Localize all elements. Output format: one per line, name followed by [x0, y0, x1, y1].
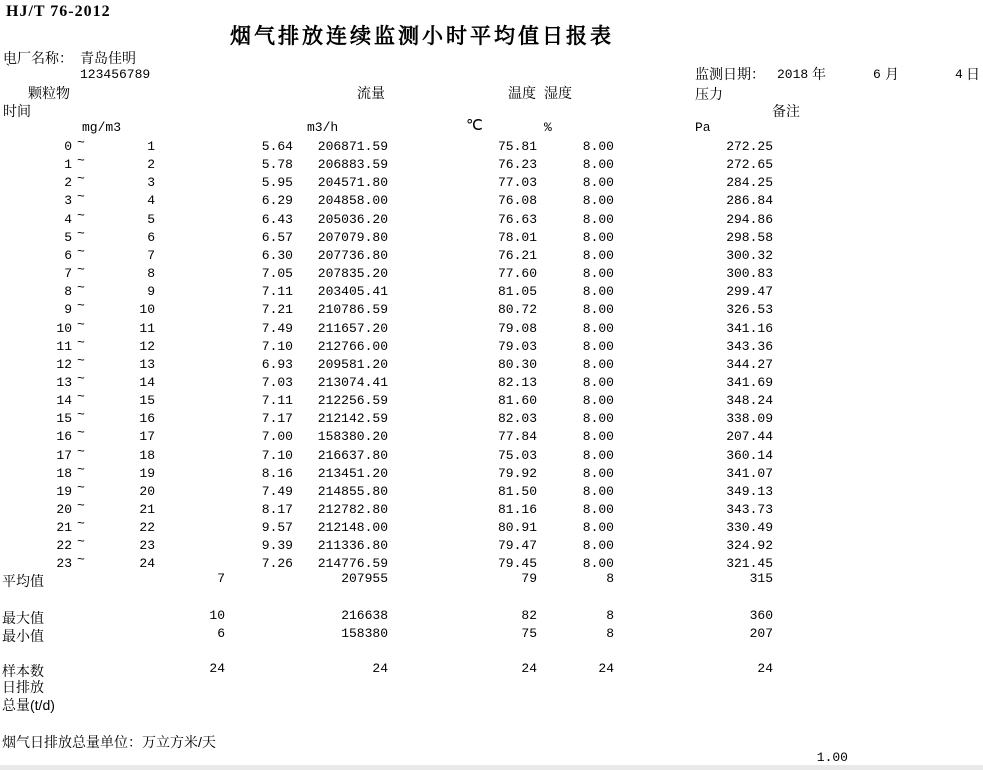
pressure-cell: 321.45: [726, 556, 773, 572]
temperature-cell: 81.60: [497, 393, 537, 409]
tilde-separator: ~: [77, 352, 85, 368]
tilde-separator: ~: [77, 316, 85, 332]
hour-to-cell: 1: [147, 139, 155, 154]
table-row: [0, 243, 983, 266]
monitor-year-unit: 年: [812, 66, 826, 82]
plant-name-label: 电厂名称：: [3, 50, 73, 66]
humidity-cell: 8.00: [582, 247, 614, 263]
column-header-remark: 备注: [772, 103, 800, 119]
daily-total-label-line2: 总量(t/d): [2, 697, 55, 713]
hour-from-cell: 7: [64, 266, 72, 282]
temperature-cell: 24: [521, 661, 537, 676]
table-row: [0, 298, 983, 320]
particulate-cell: 6.57: [261, 229, 293, 245]
table-row: [0, 189, 983, 211]
tilde-separator: ~: [77, 407, 85, 423]
table-row: [0, 389, 983, 411]
temperature-cell: 79.92: [497, 465, 537, 481]
humidity-cell: 8.00: [582, 284, 614, 300]
humidity-cell: 8.00: [582, 320, 614, 336]
table-row: [0, 135, 983, 157]
pressure-cell: 360.14: [726, 447, 773, 463]
hour-from-cell: 19: [56, 483, 72, 499]
particulate-cell: 5.64: [261, 139, 293, 154]
humidity-cell: 8.00: [582, 175, 614, 191]
temperature-cell: 81.16: [497, 502, 537, 517]
humidity-cell: 8: [606, 608, 614, 623]
flow-cell: 207079.80: [317, 229, 388, 245]
temperature-cell: 78.01: [497, 229, 537, 245]
hour-to-cell: 22: [139, 520, 155, 536]
tilde-separator: ~: [77, 534, 85, 550]
flow-cell: 212782.80: [317, 502, 388, 517]
daily-total-label-line1: 日排放: [2, 679, 44, 695]
flow-cell: 204858.00: [317, 193, 388, 209]
unit-humidity: %: [544, 120, 552, 135]
particulate-cell: 7.26: [261, 556, 293, 572]
table-row: [0, 534, 983, 556]
hour-to-cell: 16: [139, 411, 155, 427]
flow-cell: 216638: [341, 608, 388, 623]
flow-cell: 207835.20: [317, 266, 388, 282]
particulate-cell: 7.11: [261, 393, 293, 409]
tilde-separator: ~: [77, 207, 85, 223]
monitor-day-value: 4: [955, 67, 963, 82]
flow-cell: 158380.20: [317, 429, 388, 445]
plant-tick-mark: `: [4, 62, 12, 77]
table-row: [0, 479, 983, 502]
standard-code-label: HJ/T 76-2012: [6, 3, 111, 20]
particulate-cell: 7.17: [261, 411, 293, 427]
table-row: [0, 225, 983, 248]
tilde-separator: ~: [77, 552, 85, 568]
humidity-cell: 8.00: [582, 447, 614, 463]
humidity-cell: 8.00: [582, 139, 614, 154]
pressure-cell: 286.84: [726, 193, 773, 209]
summary-row-sample-count: [0, 661, 983, 679]
hour-from-cell: 4: [64, 211, 72, 227]
pressure-cell: 207.44: [726, 429, 773, 445]
humidity-cell: 8.00: [582, 211, 614, 227]
flow-cell: 212142.59: [317, 411, 388, 427]
temperature-cell: 76.63: [497, 211, 537, 227]
flow-cell: 206871.59: [317, 139, 388, 154]
hour-to-cell: 19: [139, 465, 155, 481]
table-row: [0, 461, 983, 484]
table-row: [0, 352, 983, 375]
humidity-cell: 8.00: [582, 483, 614, 499]
pressure-cell: 360: [749, 608, 773, 623]
monitor-month-value: 6: [873, 67, 881, 82]
hour-to-cell: 2: [147, 157, 155, 173]
tilde-separator: ~: [77, 135, 85, 150]
flow-cell: 212766.00: [317, 338, 388, 354]
flow-cell: 158380: [341, 626, 388, 641]
table-row: [0, 262, 983, 284]
tilde-separator: ~: [77, 225, 85, 241]
unit-particulate: mg/m3: [82, 120, 122, 135]
flow-cell: 213451.20: [317, 465, 388, 481]
tilde-separator: ~: [77, 189, 85, 205]
pressure-cell: 338.09: [726, 411, 773, 427]
table-row: [0, 207, 983, 230]
pressure-cell: 348.24: [726, 393, 773, 409]
temperature-cell: 79.03: [497, 338, 537, 354]
hour-from-cell: 8: [64, 284, 72, 300]
humidity-cell: 8.00: [582, 356, 614, 372]
temperature-cell: 81.50: [497, 483, 537, 499]
temperature-cell: 79.47: [497, 538, 537, 554]
temperature-cell: 79: [521, 571, 537, 586]
hour-from-cell: 13: [56, 374, 72, 390]
tilde-separator: ~: [77, 425, 85, 441]
pressure-cell: 341.07: [726, 465, 773, 481]
temperature-cell: 77.84: [497, 429, 537, 445]
particulate-cell: 7.11: [261, 284, 293, 300]
hour-from-cell: 17: [56, 447, 72, 463]
humidity-cell: 8.00: [582, 411, 614, 427]
particulate-cell: 5.95: [261, 175, 293, 191]
particulate-cell: 7.10: [261, 447, 293, 463]
hour-to-cell: 11: [139, 320, 155, 336]
particulate-cell: 6.30: [261, 247, 293, 263]
hour-from-cell: 2: [64, 175, 72, 191]
flow-cell: 214776.59: [317, 556, 388, 572]
hour-to-cell: 21: [139, 502, 155, 517]
temperature-cell: 80.30: [497, 356, 537, 372]
summary-row-label: 平均值: [2, 573, 44, 589]
pressure-cell: 272.25: [726, 139, 773, 154]
flow-cell: 203405.41: [317, 284, 388, 300]
plant-code-value: 123456789: [80, 67, 151, 82]
flow-cell: 214855.80: [317, 483, 388, 499]
tilde-separator: ~: [77, 262, 85, 278]
tilde-separator: ~: [77, 389, 85, 405]
monitor-date-label: 监测日期：: [695, 66, 765, 82]
flow-cell: 216637.80: [317, 447, 388, 463]
flow-cell: 211336.80: [317, 538, 388, 554]
tilde-separator: ~: [77, 298, 85, 314]
table-row: [0, 516, 983, 538]
pressure-cell: 343.73: [726, 502, 773, 517]
hour-to-cell: 6: [147, 229, 155, 245]
hour-from-cell: 1: [64, 157, 72, 173]
column-header-particulate: 颗粒物: [28, 85, 70, 101]
monitor-month-unit: 月: [885, 66, 899, 82]
pressure-cell: 298.58: [726, 229, 773, 245]
hour-from-cell: 0: [64, 139, 72, 154]
column-header-flow: 流量: [357, 85, 385, 101]
hour-from-cell: 6: [64, 247, 72, 263]
report-title: 烟气排放连续监测小时平均值日报表: [230, 25, 614, 48]
table-row: [0, 370, 983, 393]
flow-cell: 205036.20: [317, 211, 388, 227]
particulate-cell: 6.29: [261, 193, 293, 209]
particulate-cell: 7: [217, 571, 225, 586]
temperature-cell: 77.60: [497, 266, 537, 282]
flow-cell: 212256.59: [317, 393, 388, 409]
humidity-cell: 8.00: [582, 393, 614, 409]
particulate-cell: 5.78: [261, 157, 293, 173]
temperature-cell: 77.03: [497, 175, 537, 191]
hour-from-cell: 15: [56, 411, 72, 427]
temperature-cell: 76.08: [497, 193, 537, 209]
pressure-cell: 326.53: [726, 302, 773, 318]
temperature-cell: 76.21: [497, 247, 537, 263]
table-row: [0, 407, 983, 429]
summary-row-label: 样本数: [2, 663, 44, 679]
column-header-humidity: 湿度: [544, 85, 572, 101]
humidity-cell: 8.00: [582, 538, 614, 554]
table-row: [0, 334, 983, 357]
hour-to-cell: 14: [139, 374, 155, 390]
hour-to-cell: 24: [139, 556, 155, 572]
hour-to-cell: 8: [147, 266, 155, 282]
flow-cell: 210786.59: [317, 302, 388, 318]
temperature-cell: 79.45: [497, 556, 537, 572]
particulate-cell: 7.03: [261, 374, 293, 390]
summary-row-average: [0, 571, 983, 589]
humidity-cell: 8.00: [582, 338, 614, 354]
temperature-cell: 75: [521, 626, 537, 641]
summary-row-maximum: [0, 608, 983, 626]
temperature-cell: 76.23: [497, 157, 537, 173]
pressure-cell: 341.69: [726, 374, 773, 390]
humidity-cell: 8.00: [582, 229, 614, 245]
flow-cell: 207955: [341, 571, 388, 586]
hour-to-cell: 15: [139, 393, 155, 409]
pressure-cell: 330.49: [726, 520, 773, 536]
particulate-cell: 6.93: [261, 356, 293, 372]
temperature-cell: 81.05: [497, 284, 537, 300]
hour-to-cell: 23: [139, 538, 155, 554]
pressure-cell: 24: [757, 661, 773, 676]
flow-cell: 211657.20: [317, 320, 388, 336]
particulate-cell: 6: [217, 626, 225, 641]
tilde-separator: ~: [77, 498, 85, 513]
tilde-separator: ~: [77, 461, 85, 477]
tilde-separator: ~: [77, 153, 85, 169]
pressure-cell: 300.83: [726, 266, 773, 282]
humidity-cell: 8.00: [582, 193, 614, 209]
summary-row-label: 最大值: [2, 610, 44, 626]
temperature-cell: 82: [521, 608, 537, 623]
hour-from-cell: 18: [56, 465, 72, 481]
humidity-cell: 24: [598, 661, 614, 676]
flow-cell: 207736.80: [317, 247, 388, 263]
hour-from-cell: 21: [56, 520, 72, 536]
tilde-separator: ~: [77, 243, 85, 259]
humidity-cell: 8: [606, 626, 614, 641]
temperature-cell: 79.08: [497, 320, 537, 336]
pressure-cell: 207: [749, 626, 773, 641]
table-row: [0, 280, 983, 302]
pressure-cell: 300.32: [726, 247, 773, 263]
hour-from-cell: 14: [56, 393, 72, 409]
column-header-pressure: 压力: [695, 86, 723, 102]
hour-to-cell: 4: [147, 193, 155, 209]
particulate-cell: 10: [209, 608, 225, 623]
hour-to-cell: 18: [139, 447, 155, 463]
hour-to-cell: 20: [139, 483, 155, 499]
hour-from-cell: 16: [56, 429, 72, 445]
table-row: [0, 316, 983, 339]
particulate-cell: 9.57: [261, 520, 293, 536]
footer-unit-note: 烟气日排放总量单位：万立方米/天: [2, 734, 216, 750]
tilde-separator: ~: [77, 370, 85, 386]
particulate-cell: 6.43: [261, 211, 293, 227]
pressure-cell: 315: [749, 571, 773, 586]
particulate-cell: 7.05: [261, 266, 293, 282]
hour-to-cell: 13: [139, 356, 155, 372]
pressure-cell: 284.25: [726, 175, 773, 191]
tilde-separator: ~: [77, 280, 85, 296]
hour-to-cell: 3: [147, 175, 155, 191]
pressure-cell: 294.86: [726, 211, 773, 227]
humidity-cell: 8.00: [582, 429, 614, 445]
hour-to-cell: 10: [139, 302, 155, 318]
particulate-cell: 7.21: [261, 302, 293, 318]
humidity-cell: 8.00: [582, 520, 614, 536]
monitor-year-value: 2018: [777, 67, 809, 82]
hour-to-cell: 5: [147, 211, 155, 227]
humidity-cell: 8: [606, 571, 614, 586]
table-row: [0, 498, 983, 520]
temperature-cell: 75.81: [497, 139, 537, 154]
temperature-cell: 80.72: [497, 302, 537, 318]
plant-name-value: 青岛佳明: [80, 50, 136, 66]
humidity-cell: 8.00: [582, 266, 614, 282]
humidity-cell: 8.00: [582, 157, 614, 173]
unit-flow: m3/h: [307, 120, 339, 135]
humidity-cell: 8.00: [582, 465, 614, 481]
pressure-cell: 344.27: [726, 356, 773, 372]
tilde-separator: ~: [77, 443, 85, 459]
temperature-cell: 75.03: [497, 447, 537, 463]
table-row: [0, 171, 983, 193]
temperature-cell: 82.13: [497, 374, 537, 390]
humidity-cell: 8.00: [582, 502, 614, 517]
summary-row-label: 最小值: [2, 628, 44, 644]
hour-to-cell: 17: [139, 429, 155, 445]
temperature-cell: 82.03: [497, 411, 537, 427]
tilde-separator: ~: [77, 479, 85, 495]
hour-from-cell: 20: [56, 502, 72, 517]
flow-cell: 206883.59: [317, 157, 388, 173]
pressure-cell: 299.47: [726, 284, 773, 300]
humidity-cell: 8.00: [582, 374, 614, 390]
humidity-cell: 8.00: [582, 556, 614, 572]
hour-from-cell: 3: [64, 193, 72, 209]
tilde-separator: ~: [77, 334, 85, 350]
flow-cell: 24: [372, 661, 388, 676]
humidity-cell: 8.00: [582, 302, 614, 318]
flow-cell: 204571.80: [317, 175, 388, 191]
hour-from-cell: 12: [56, 356, 72, 372]
monitor-day-unit: 日: [966, 66, 980, 82]
tilde-separator: ~: [77, 516, 85, 532]
summary-row-minimum: [0, 626, 983, 644]
hour-to-cell: 7: [147, 247, 155, 263]
hour-from-cell: 22: [56, 538, 72, 554]
hour-from-cell: 5: [64, 229, 72, 245]
unit-pressure: Pa: [695, 120, 711, 135]
table-row: [0, 153, 983, 175]
flow-cell: 213074.41: [317, 374, 388, 390]
pressure-cell: 272.65: [726, 157, 773, 173]
pressure-cell: 341.16: [726, 320, 773, 336]
particulate-cell: 8.16: [261, 465, 293, 481]
particulate-cell: 7.10: [261, 338, 293, 354]
particulate-cell: 24: [209, 661, 225, 676]
table-row: [0, 443, 983, 466]
column-header-time: 时间: [3, 103, 31, 119]
pressure-cell: 324.92: [726, 538, 773, 554]
column-header-temperature: 温度: [508, 85, 536, 101]
hour-to-cell: 12: [139, 338, 155, 354]
particulate-cell: 8.17: [261, 502, 293, 517]
particulate-cell: 9.39: [261, 538, 293, 554]
hour-to-cell: 9: [147, 284, 155, 300]
hour-from-cell: 9: [64, 302, 72, 318]
particulate-cell: 7.00: [261, 429, 293, 445]
particulate-cell: 7.49: [261, 483, 293, 499]
hour-from-cell: 10: [56, 320, 72, 336]
table-row: [0, 425, 983, 447]
pressure-cell: 343.36: [726, 338, 773, 354]
particulate-cell: 7.49: [261, 320, 293, 336]
pressure-cell: 349.13: [726, 483, 773, 499]
footer-conversion-value: 1.00: [816, 750, 848, 765]
hour-from-cell: 11: [56, 338, 72, 354]
flow-cell: 209581.20: [317, 356, 388, 372]
hour-from-cell: 23: [56, 556, 72, 572]
tilde-separator: ~: [77, 171, 85, 187]
unit-temperature: ℃: [466, 118, 483, 135]
temperature-cell: 80.91: [497, 520, 537, 536]
page-bottom-strip: [0, 765, 983, 770]
flow-cell: 212148.00: [317, 520, 388, 536]
